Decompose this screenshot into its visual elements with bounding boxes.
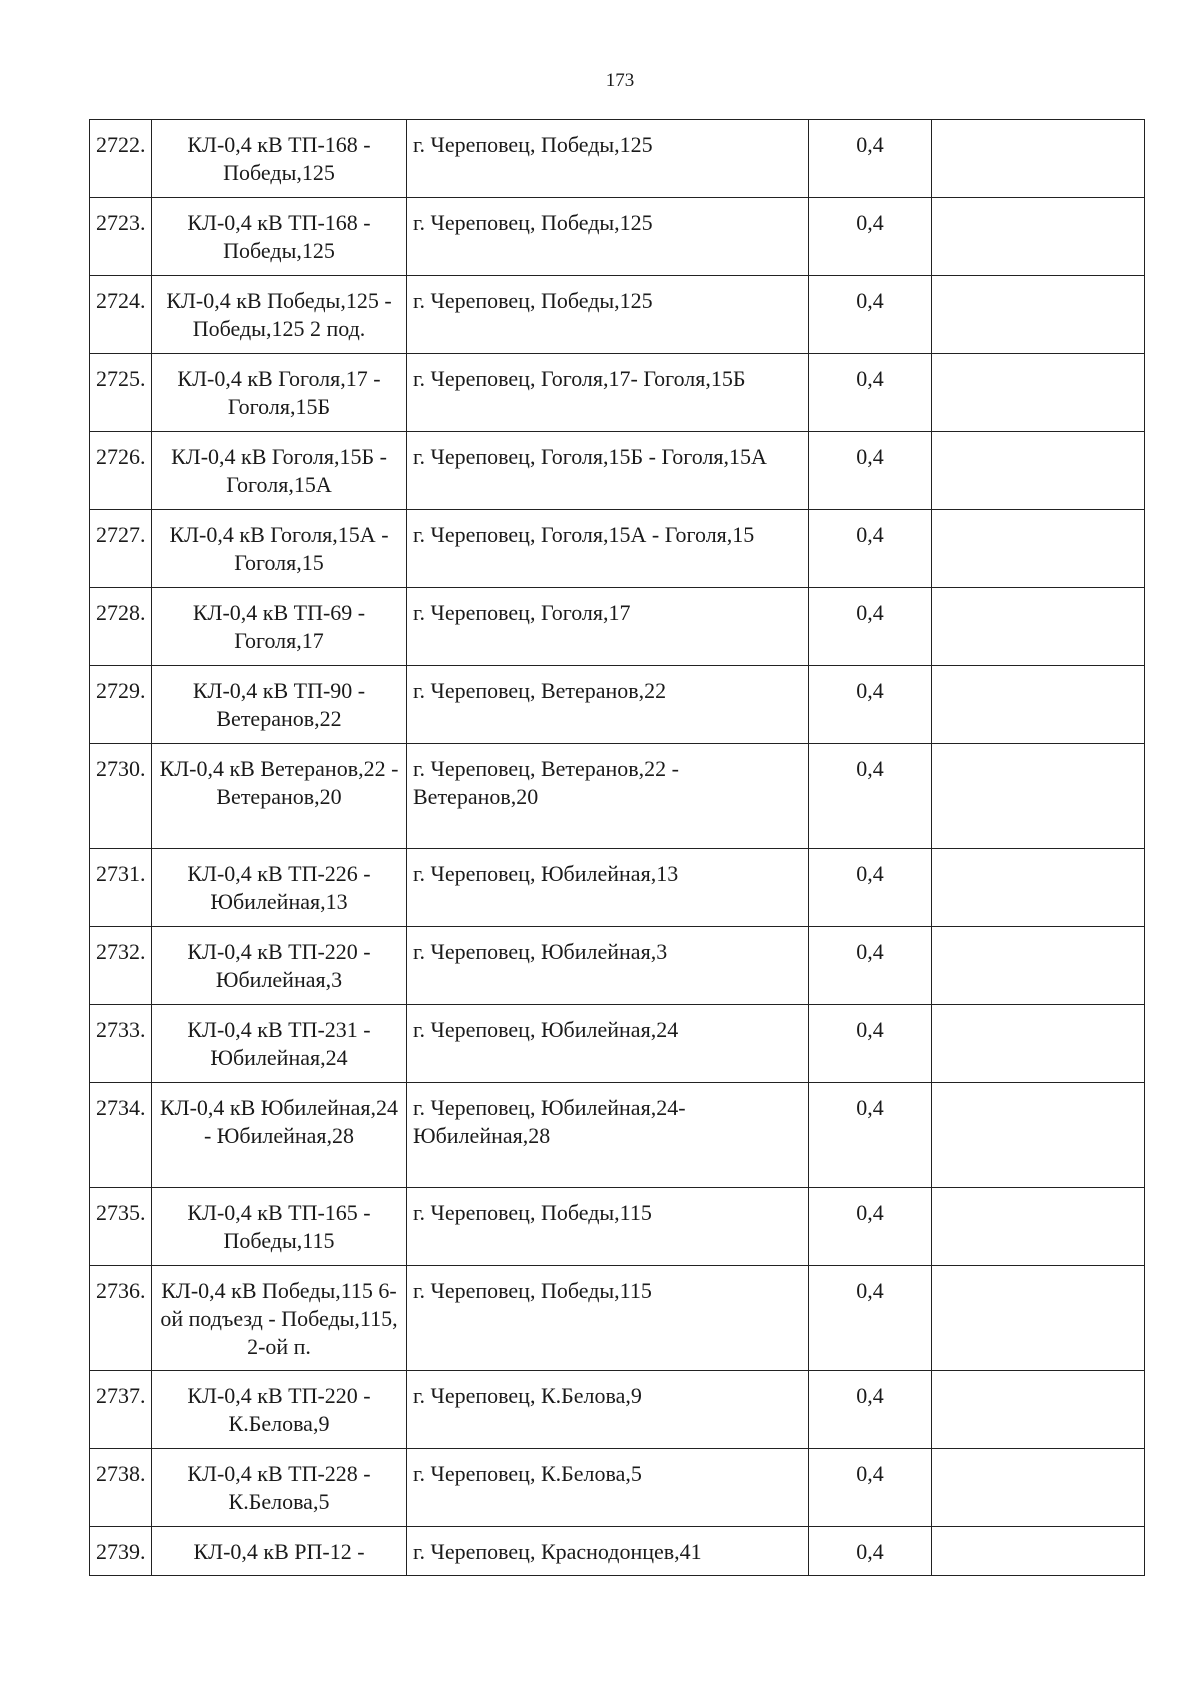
table-row bbox=[90, 1449, 1145, 1527]
voltage-value: 0,4 bbox=[809, 1083, 932, 1188]
cable-line-name: КЛ-0,4 кВ ТП-168 - Победы,125 bbox=[152, 120, 407, 198]
table-row bbox=[90, 510, 1145, 588]
note-cell bbox=[932, 1188, 1145, 1266]
cable-line-name: КЛ-0,4 кВ ТП-226 - Юбилейная,13 bbox=[152, 849, 407, 927]
location-address: г. Череповец, Ветеранов,22 - Ветеранов,20 bbox=[407, 744, 809, 849]
cable-line-name: КЛ-0,4 кВ ТП-220 - К.Белова,9 bbox=[152, 1371, 407, 1449]
voltage-value: 0,4 bbox=[809, 276, 932, 354]
table-row bbox=[90, 1371, 1145, 1449]
location-address: г. Череповец, Гоголя,15А - Гоголя,15 bbox=[407, 510, 809, 588]
location-address: г. Череповец, К.Белова,9 bbox=[407, 1371, 809, 1449]
row-number: 2730. bbox=[90, 744, 152, 849]
row-number: 2724. bbox=[90, 276, 152, 354]
cable-line-name: КЛ-0,4 кВ Гоголя,15Б - Гоголя,15А bbox=[152, 432, 407, 510]
row-number: 2731. bbox=[90, 849, 152, 927]
note-cell bbox=[932, 432, 1145, 510]
table-row bbox=[90, 927, 1145, 1005]
row-number: 2737. bbox=[90, 1371, 152, 1449]
row-number: 2729. bbox=[90, 666, 152, 744]
note-cell bbox=[932, 510, 1145, 588]
table-row bbox=[90, 1083, 1145, 1188]
voltage-value: 0,4 bbox=[809, 849, 932, 927]
voltage-value: 0,4 bbox=[809, 927, 932, 1005]
voltage-value: 0,4 bbox=[809, 1449, 932, 1527]
table-row bbox=[90, 276, 1145, 354]
voltage-value: 0,4 bbox=[809, 1266, 932, 1371]
location-address: г. Череповец, Юбилейная,24 bbox=[407, 1005, 809, 1083]
row-number: 2739. bbox=[90, 1527, 152, 1576]
cable-lines-table bbox=[89, 119, 1145, 1576]
location-address: г. Череповец, Гоголя,17- Гоголя,15Б bbox=[407, 354, 809, 432]
note-cell bbox=[932, 849, 1145, 927]
cable-line-name: КЛ-0,4 кВ Гоголя,17 - Гоголя,15Б bbox=[152, 354, 407, 432]
cable-line-name: КЛ-0,4 кВ Победы,115 6-ой подъезд - Победы,115, 2-ой п. bbox=[152, 1266, 407, 1371]
note-cell bbox=[932, 1449, 1145, 1527]
note-cell bbox=[932, 120, 1145, 198]
table-row bbox=[90, 744, 1145, 849]
table-row bbox=[90, 849, 1145, 927]
location-address: г. Череповец, Гоголя,15Б - Гоголя,15А bbox=[407, 432, 809, 510]
cable-line-name: КЛ-0,4 кВ ТП-228 - К.Белова,5 bbox=[152, 1449, 407, 1527]
location-address: г. Череповец, Победы,125 bbox=[407, 198, 809, 276]
note-cell bbox=[932, 1266, 1145, 1371]
note-cell bbox=[932, 666, 1145, 744]
voltage-value: 0,4 bbox=[809, 432, 932, 510]
location-address: г. Череповец, Юбилейная,3 bbox=[407, 927, 809, 1005]
row-number: 2727. bbox=[90, 510, 152, 588]
note-cell bbox=[932, 1527, 1145, 1576]
cable-line-name: КЛ-0,4 кВ ТП-168 - Победы,125 bbox=[152, 198, 407, 276]
cable-line-name: КЛ-0,4 кВ ТП-231 - Юбилейная,24 bbox=[152, 1005, 407, 1083]
cable-line-name: КЛ-0,4 кВ ТП-90 - Ветеранов,22 bbox=[152, 666, 407, 744]
note-cell bbox=[932, 588, 1145, 666]
table-row bbox=[90, 1188, 1145, 1266]
note-cell bbox=[932, 354, 1145, 432]
cable-line-name: КЛ-0,4 кВ Победы,125 - Победы,125 2 под. bbox=[152, 276, 407, 354]
row-number: 2738. bbox=[90, 1449, 152, 1527]
voltage-value: 0,4 bbox=[809, 354, 932, 432]
row-number: 2725. bbox=[90, 354, 152, 432]
voltage-value: 0,4 bbox=[809, 666, 932, 744]
row-number: 2735. bbox=[90, 1188, 152, 1266]
location-address: г. Череповец, Победы,125 bbox=[407, 276, 809, 354]
row-number: 2723. bbox=[90, 198, 152, 276]
table-row bbox=[90, 1527, 1145, 1576]
row-number: 2736. bbox=[90, 1266, 152, 1371]
page-number: 173 bbox=[605, 70, 635, 91]
row-number: 2726. bbox=[90, 432, 152, 510]
table-row bbox=[90, 588, 1145, 666]
table-row bbox=[90, 1005, 1145, 1083]
voltage-value: 0,4 bbox=[809, 1371, 932, 1449]
row-number: 2732. bbox=[90, 927, 152, 1005]
note-cell bbox=[932, 1083, 1145, 1188]
location-address: г. Череповец, Краснодонцев,41 bbox=[407, 1527, 809, 1576]
row-number: 2722. bbox=[90, 120, 152, 198]
table-row bbox=[90, 354, 1145, 432]
location-address: г. Череповец, Победы,115 bbox=[407, 1266, 809, 1371]
cable-line-name: КЛ-0,4 кВ ТП-69 - Гоголя,17 bbox=[152, 588, 407, 666]
voltage-value: 0,4 bbox=[809, 1527, 932, 1576]
row-number: 2733. bbox=[90, 1005, 152, 1083]
voltage-value: 0,4 bbox=[809, 588, 932, 666]
voltage-value: 0,4 bbox=[809, 744, 932, 849]
note-cell bbox=[932, 1371, 1145, 1449]
note-cell bbox=[932, 1005, 1145, 1083]
voltage-value: 0,4 bbox=[809, 120, 932, 198]
table-body bbox=[90, 120, 1145, 1576]
cable-line-name: КЛ-0,4 кВ ТП-165 - Победы,115 bbox=[152, 1188, 407, 1266]
location-address: г. Череповец, Юбилейная,13 bbox=[407, 849, 809, 927]
cable-line-name: КЛ-0,4 кВ Ветеранов,22 - Ветеранов,20 bbox=[152, 744, 407, 849]
voltage-value: 0,4 bbox=[809, 1188, 932, 1266]
cable-line-name: КЛ-0,4 кВ Юбилейная,24 - Юбилейная,28 bbox=[152, 1083, 407, 1188]
location-address: г. Череповец, Победы,115 bbox=[407, 1188, 809, 1266]
voltage-value: 0,4 bbox=[809, 510, 932, 588]
note-cell bbox=[932, 198, 1145, 276]
table-row bbox=[90, 432, 1145, 510]
table-row bbox=[90, 666, 1145, 744]
row-number: 2728. bbox=[90, 588, 152, 666]
cable-line-name: КЛ-0,4 кВ РП-12 - bbox=[152, 1527, 407, 1576]
note-cell bbox=[932, 276, 1145, 354]
location-address: г. Череповец, Ветеранов,22 bbox=[407, 666, 809, 744]
voltage-value: 0,4 bbox=[809, 1005, 932, 1083]
note-cell bbox=[932, 744, 1145, 849]
table-row bbox=[90, 120, 1145, 198]
location-address: г. Череповец, Юбилейная,24- Юбилейная,28 bbox=[407, 1083, 809, 1188]
table-row bbox=[90, 1266, 1145, 1371]
note-cell bbox=[932, 927, 1145, 1005]
cable-line-name: КЛ-0,4 кВ ТП-220 - Юбилейная,3 bbox=[152, 927, 407, 1005]
location-address: г. Череповец, Победы,125 bbox=[407, 120, 809, 198]
voltage-value: 0,4 bbox=[809, 198, 932, 276]
table-row bbox=[90, 198, 1145, 276]
location-address: г. Череповец, К.Белова,5 bbox=[407, 1449, 809, 1527]
cable-line-name: КЛ-0,4 кВ Гоголя,15А - Гоголя,15 bbox=[152, 510, 407, 588]
row-number: 2734. bbox=[90, 1083, 152, 1188]
location-address: г. Череповец, Гоголя,17 bbox=[407, 588, 809, 666]
